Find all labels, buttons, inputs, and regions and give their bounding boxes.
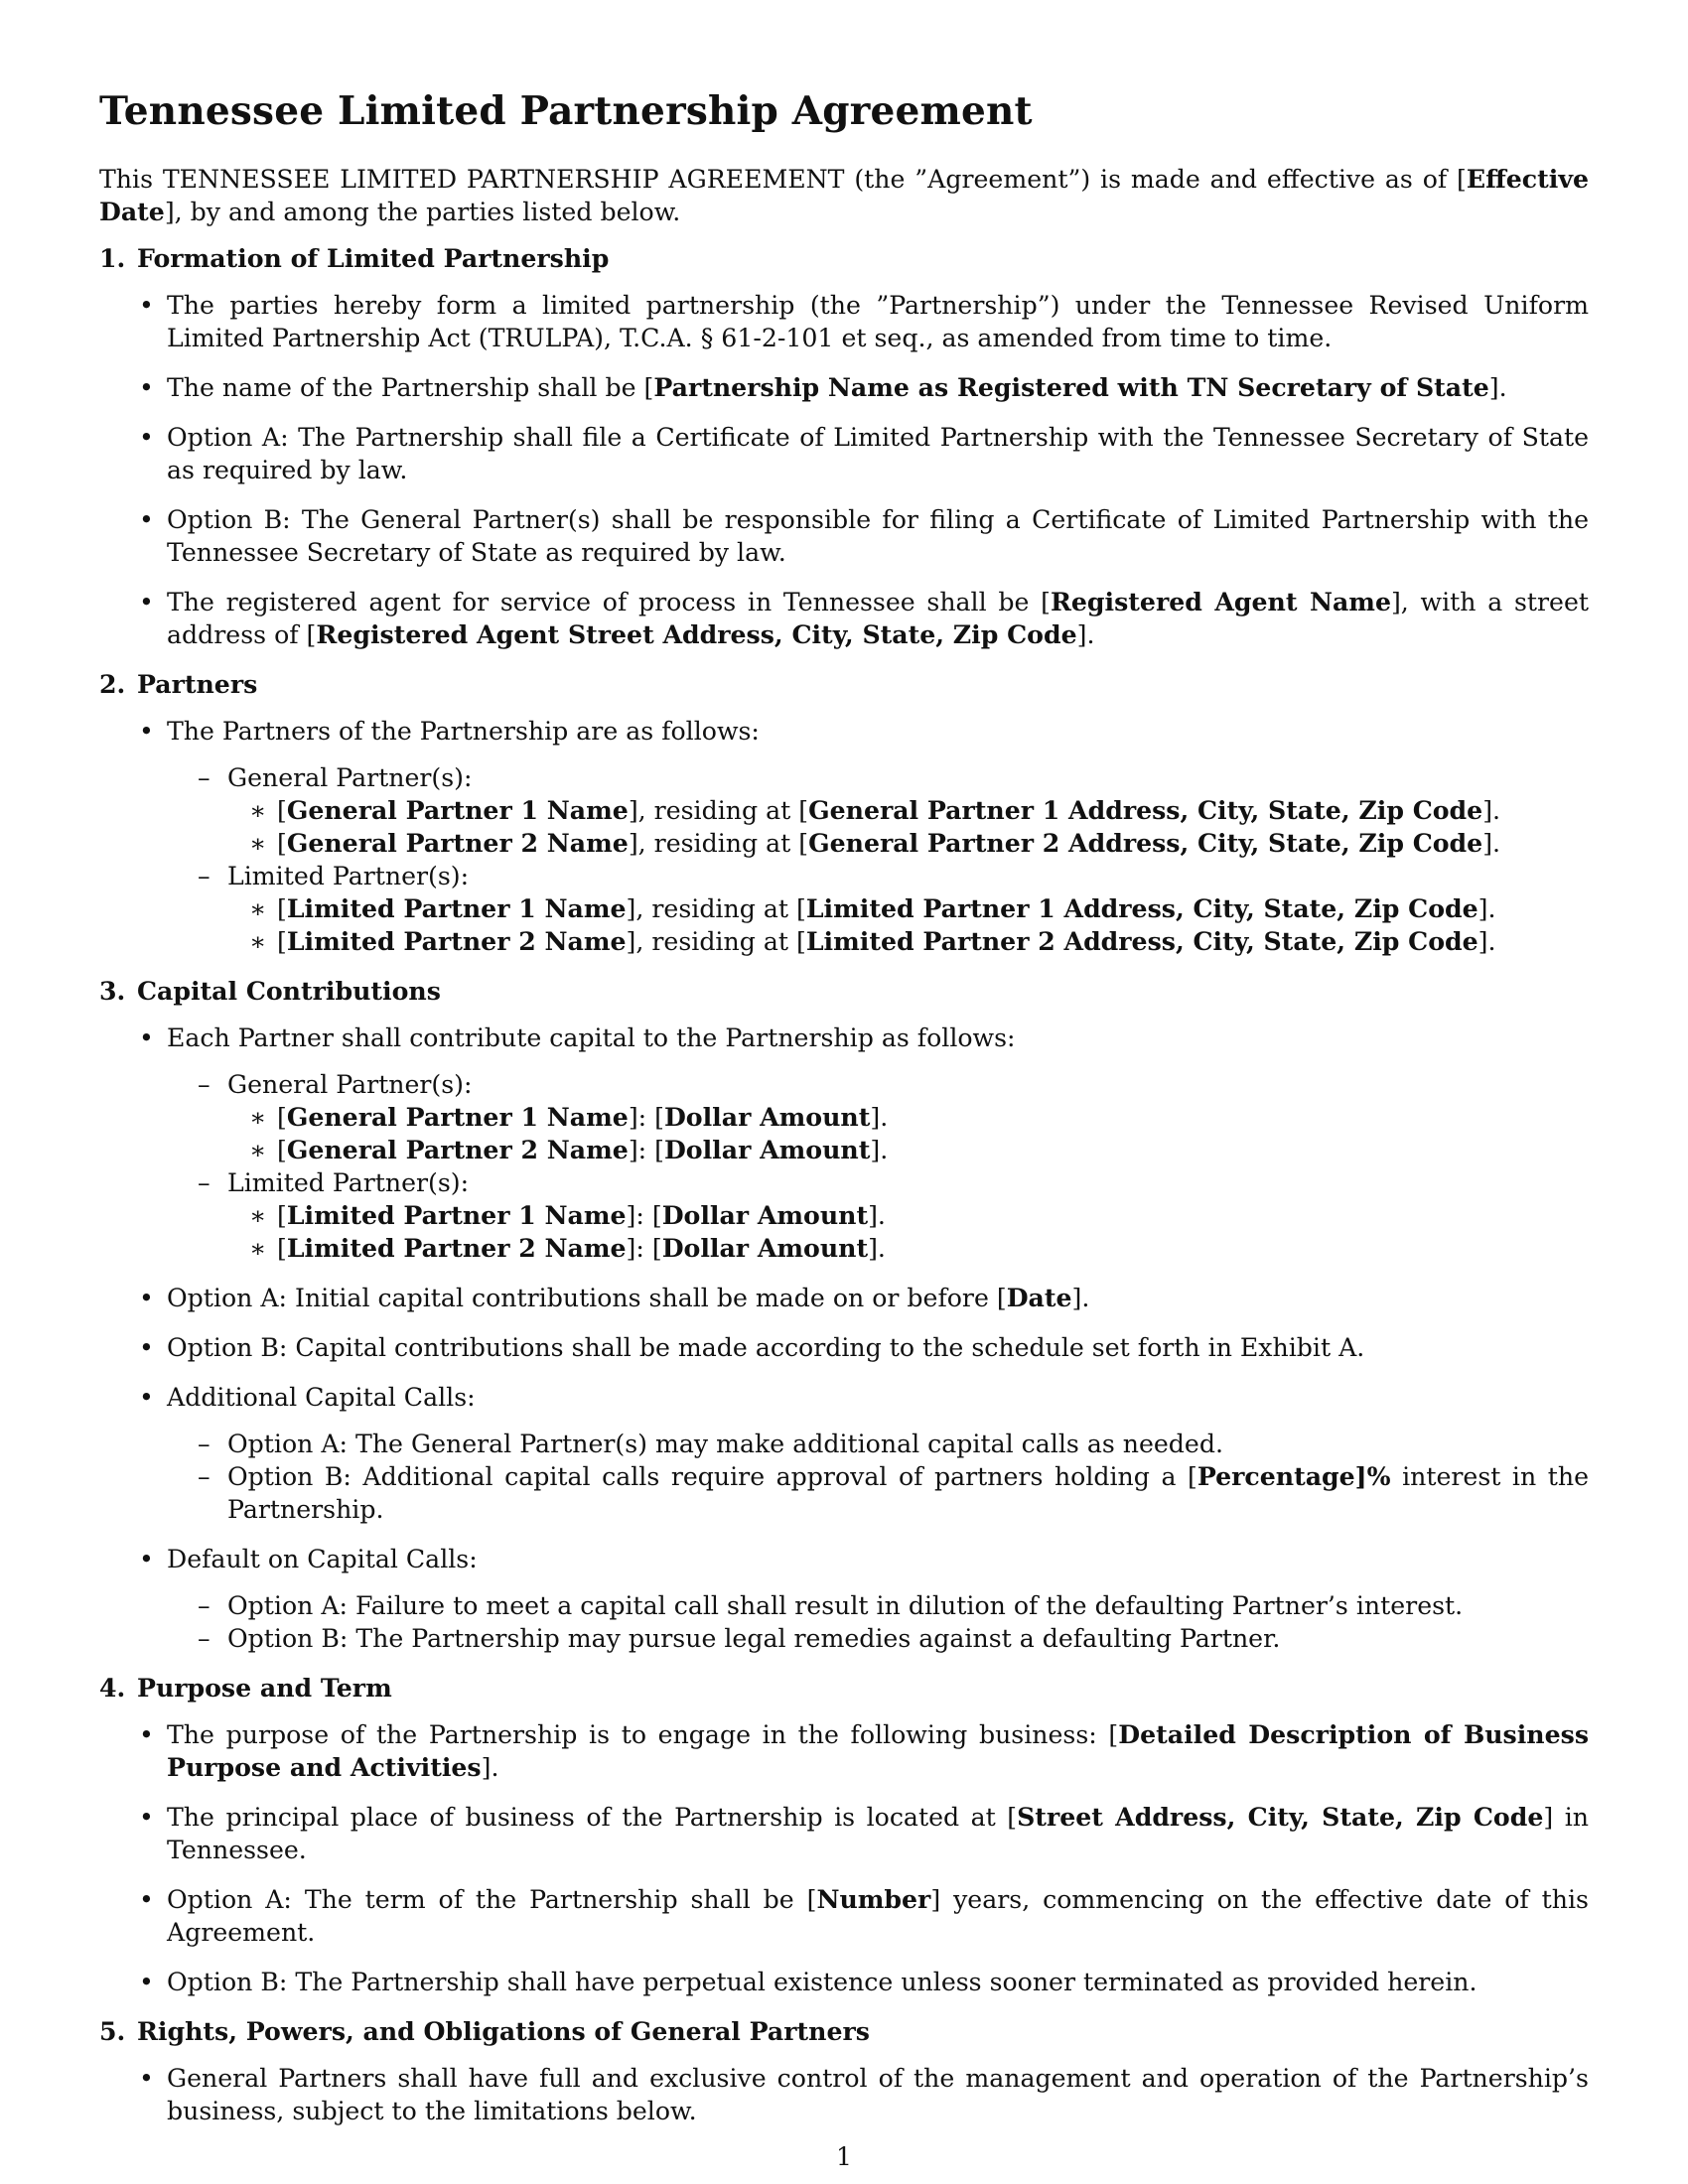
item-text: ] in Tennessee.: [167, 1803, 1589, 1864]
registered-agent-name-placeholder: Registered Agent Name: [1050, 587, 1391, 616]
item-text: Limited Partner(s):: [227, 1168, 470, 1197]
item-text: interest in the Partnership.: [227, 1462, 1589, 1524]
list-item: [167, 1282, 1589, 1314]
sub-sub-list: [227, 892, 1589, 958]
section-heading: [99, 975, 1589, 1008]
sub-list-item: [227, 761, 1589, 860]
sub-sub-list: [227, 794, 1589, 860]
bracket: ].: [868, 1201, 886, 1230]
bracket: ].: [1477, 927, 1496, 956]
item-text: Option B: Additional capital calls require approval of partners holding a [: [227, 1462, 1197, 1491]
sub-list-item: [227, 1428, 1589, 1460]
item-text: Limited Partner(s):: [227, 862, 470, 890]
number-placeholder: Number: [816, 1884, 931, 1914]
item-text: ].: [481, 1753, 499, 1782]
sub-list: [167, 761, 1589, 958]
item-text: ], with a street address of [: [167, 588, 1589, 649]
registered-agent-address-placeholder: Registered Agent Street Address, City, State, Zip Code: [316, 619, 1077, 649]
item-text: The Partners of the Partnership are as follows:: [167, 717, 760, 746]
section-heading: [99, 242, 1589, 275]
list-item: [167, 715, 1589, 958]
effective-date-placeholder: Effective Date: [99, 164, 1589, 226]
sub-list: [167, 1589, 1589, 1655]
page-number: 1: [836, 2142, 852, 2171]
item-text: Option A: The General Partner(s) may make additional capital calls as needed.: [227, 1430, 1223, 1458]
sub-list-item: [227, 1068, 1589, 1166]
intro-paragraph: [99, 163, 1589, 228]
partner-name-placeholder: Limited Partner 1 Name: [286, 893, 627, 923]
item-text: Additional Capital Calls:: [167, 1383, 476, 1412]
sub-list-item: [227, 1460, 1589, 1526]
separator: ]: [: [628, 1136, 664, 1164]
partner-name-placeholder: General Partner 1 Name: [286, 795, 629, 825]
amount-placeholder: Dollar Amount: [663, 1102, 871, 1132]
list-item: [167, 586, 1589, 651]
contribution-entry: [277, 1101, 1589, 1134]
list-item: [167, 1801, 1589, 1866]
item-text: The principal place of business of the Partnership is located at [: [167, 1803, 1018, 1832]
partner-name-placeholder: General Partner 2 Name: [286, 1135, 629, 1164]
item-text: Option B: The Partnership shall have perpetual existence unless sooner terminated as provided herein.: [167, 1968, 1477, 1996]
item-text: The registered agent for service of process in Tennessee shall be [: [167, 588, 1051, 616]
amount-placeholder: Dollar Amount: [661, 1233, 869, 1263]
item-text: ], residing at [: [626, 927, 806, 956]
section-purpose-and-term: [99, 1672, 1589, 1998]
item-text: Option A: The term of the Partnership shall be [: [167, 1885, 817, 1914]
list-item: [167, 371, 1589, 404]
contribution-entry: [277, 1232, 1589, 1265]
document-title: Tennessee Limited Partnership Agreement: [99, 88, 1033, 134]
bracket: [: [277, 829, 287, 858]
section-number: 4.: [99, 1673, 126, 1703]
section-number: 5.: [99, 2016, 126, 2046]
section-title: Purpose and Term: [137, 1673, 392, 1703]
list-item: [167, 1381, 1589, 1526]
list-item: [167, 421, 1589, 486]
partner-address-placeholder: Limited Partner 1 Address, City, State, Zip Code: [805, 893, 1478, 923]
item-text: General Partner(s):: [227, 1070, 473, 1099]
bracket: [: [277, 796, 287, 825]
bracket: ].: [1477, 894, 1496, 923]
list-item: [167, 1718, 1589, 1784]
percentage-placeholder: Percentage: [1196, 1461, 1355, 1491]
contribution-entry: [277, 1134, 1589, 1166]
list-item: [167, 1966, 1589, 1998]
item-text: ], residing at [: [628, 796, 809, 825]
sub-list-item: [227, 1589, 1589, 1622]
partner-address-placeholder: General Partner 1 Address, City, State, Zip Code: [808, 795, 1483, 825]
partner-name-placeholder: General Partner 1 Name: [286, 1102, 629, 1132]
item-text: ].: [1076, 620, 1095, 649]
separator: ]: [: [626, 1201, 662, 1230]
contribution-entry: [277, 1199, 1589, 1232]
document-body: [99, 87, 1589, 2144]
partnership-name-placeholder: Partnership Name as Registered with TN Secretary of State: [653, 372, 1489, 402]
item-text: Option A: Failure to meet a capital call shall result in dilution of the defaulting Partner’s interest.: [227, 1591, 1464, 1620]
amount-placeholder: Dollar Amount: [663, 1135, 871, 1164]
section-title: Partners: [137, 669, 258, 699]
bullet-list: [99, 1718, 1589, 1998]
intro-text: This TENNESSEE LIMITED PARTNERSHIP AGREEMENT (the ”Agreement”) is made and effective as of [: [99, 165, 1467, 194]
bracket: ].: [870, 1103, 889, 1132]
sub-sub-list: [227, 1199, 1589, 1265]
item-text: Option B: Capital contributions shall be made according to the schedule set forth in Exhibit A.: [167, 1333, 1365, 1362]
section-heading: [99, 1672, 1589, 1705]
sub-list-item: [227, 1622, 1589, 1655]
bracket: [: [277, 894, 287, 923]
bracket: ].: [870, 1136, 889, 1164]
bracket: [: [277, 1201, 287, 1230]
section-title: Rights, Powers, and Obligations of General Partners: [137, 2016, 870, 2046]
bullet-list: [99, 289, 1589, 651]
sub-list-item: [227, 860, 1589, 958]
sub-list-item: [227, 1166, 1589, 1265]
item-text: The name of the Partnership shall be [: [167, 373, 654, 402]
date-placeholder: Date: [1006, 1283, 1072, 1312]
bracket: [: [277, 1234, 287, 1263]
amount-placeholder: Dollar Amount: [661, 1200, 869, 1230]
list-item: [167, 2062, 1589, 2127]
section-number: 3.: [99, 976, 126, 1006]
list-item: [167, 1331, 1589, 1364]
list-item: [167, 1883, 1589, 1949]
sub-sub-list: [227, 1101, 1589, 1166]
partner-name-placeholder: Limited Partner 2 Name: [286, 926, 627, 956]
bracket: ].: [1482, 829, 1501, 858]
item-text: Option A: Initial capital contributions shall be made on or before [: [167, 1284, 1007, 1312]
item-text: The purpose of the Partnership is to engage in the following business: [: [167, 1720, 1119, 1749]
item-text: ].: [1071, 1284, 1090, 1312]
bracket: [: [277, 1103, 287, 1132]
bullet-list: [99, 2062, 1589, 2127]
partner-entry: [277, 925, 1589, 958]
section-title: Capital Contributions: [137, 976, 441, 1006]
address-placeholder: Street Address, City, State, Zip Code: [1017, 1802, 1544, 1832]
bracket: [: [277, 927, 287, 956]
section-formation: [99, 242, 1589, 651]
business-purpose-placeholder: Detailed Description of Business Purpose and Activities: [167, 1719, 1590, 1782]
bullet-list: [99, 715, 1589, 958]
bracket: ].: [1482, 796, 1501, 825]
item-text: Option A: The Partnership shall file a Certificate of Limited Partnership with the Tennessee Secretary of State as required by law.: [167, 423, 1589, 484]
list-item: [167, 289, 1589, 354]
partner-entry: [277, 827, 1589, 860]
item-text: ], residing at [: [628, 829, 809, 858]
partner-address-placeholder: Limited Partner 2 Address, City, State, Zip Code: [805, 926, 1478, 956]
item-text: ], residing at [: [626, 894, 806, 923]
sub-list: [167, 1068, 1589, 1265]
item-text: Each Partner shall contribute capital to the Partnership as follows:: [167, 1024, 1016, 1052]
section-capital-contributions: [99, 975, 1589, 1655]
item-text: ].: [1488, 373, 1507, 402]
separator: ]: [: [628, 1103, 664, 1132]
sub-list: [167, 1428, 1589, 1526]
section-heading: [99, 2015, 1589, 2048]
partner-entry: [277, 794, 1589, 827]
section-title: Formation of Limited Partnership: [137, 243, 610, 273]
list-item: [167, 1022, 1589, 1265]
item-text: General Partner(s):: [227, 763, 473, 792]
partner-entry: [277, 892, 1589, 925]
partner-address-placeholder: General Partner 2 Address, City, State, Zip Code: [808, 828, 1483, 858]
bullet-list: [99, 1022, 1589, 1655]
item-text: General Partners shall have full and exclusive control of the management and operation of the Partnership’s business, subject to the limitations below.: [167, 2064, 1589, 2125]
partner-name-placeholder: General Partner 2 Name: [286, 828, 629, 858]
item-text: The parties hereby form a limited partnership (the ”Partnership”) under the Tennessee Revised Uniform Limited Partnership Act (TRULPA), T.C.A. § 61-2-101 et seq., as amended from time to time.: [167, 291, 1589, 352]
item-text: Option B: The Partnership may pursue legal remedies against a defaulting Partner.: [227, 1624, 1281, 1653]
partner-name-placeholder: Limited Partner 1 Name: [286, 1200, 627, 1230]
item-text: Option B: The General Partner(s) shall be responsible for filing a Certificate of Limited Partnership with the Tennessee Secretary of State as required by law.: [167, 505, 1589, 567]
item-text: Default on Capital Calls:: [167, 1545, 478, 1573]
section-heading: [99, 668, 1589, 701]
partner-name-placeholder: Limited Partner 2 Name: [286, 1233, 627, 1263]
section-number: 2.: [99, 669, 126, 699]
intro-text-end: ], by and among the parties listed below.: [164, 198, 681, 226]
item-text: ] years, commencing on the effective date of this Agreement.: [167, 1885, 1589, 1947]
list-item: [167, 1543, 1589, 1655]
section-partners: [99, 668, 1589, 958]
list-item: [167, 503, 1589, 569]
separator: ]: [: [626, 1234, 662, 1263]
section-general-partners-rights: [99, 2015, 1589, 2127]
section-number: 1.: [99, 243, 126, 273]
bracket: [: [277, 1136, 287, 1164]
bracket: ].: [868, 1234, 886, 1263]
percent-sign: ]%: [1354, 1461, 1391, 1491]
